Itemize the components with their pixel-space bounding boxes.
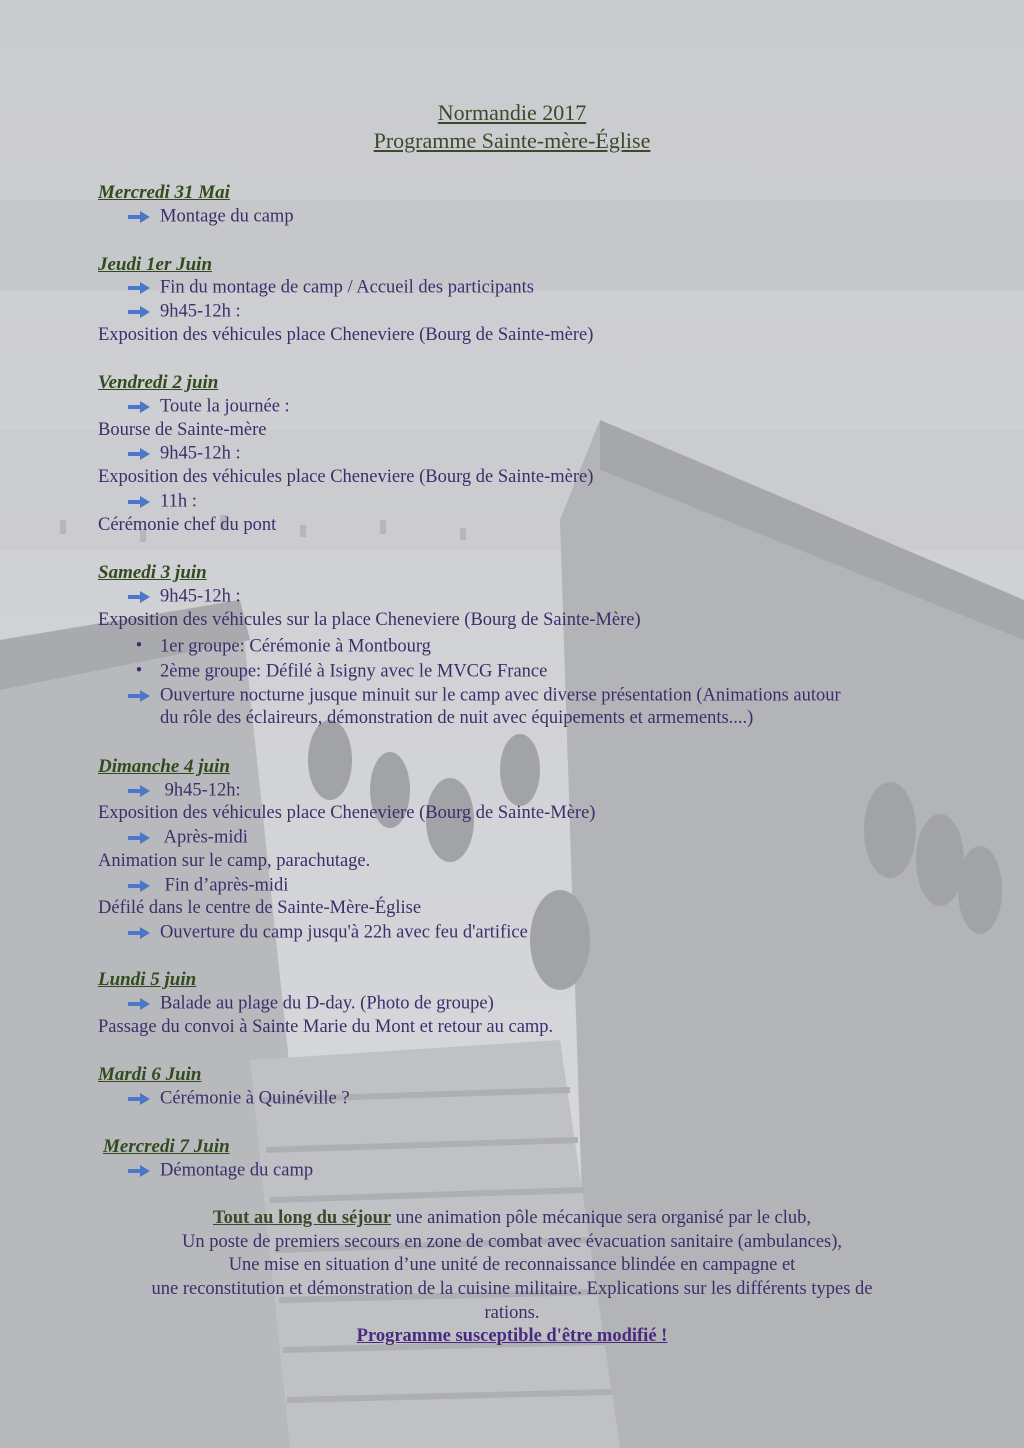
document-title: Normandie 2017 — [437, 100, 587, 125]
bullet-icon: • — [135, 661, 143, 681]
document-subtitle: Programme Sainte-mère-Église — [373, 128, 651, 153]
arrow-icon — [128, 785, 150, 797]
program-item: 9h45-12h: — [128, 780, 241, 801]
arrow-icon — [128, 306, 150, 318]
arrow-icon — [128, 880, 150, 892]
day-heading: Dimanche 4 juin — [98, 756, 230, 777]
day-heading: Mardi 6 Juin — [98, 1064, 202, 1085]
arrow-icon — [128, 448, 150, 460]
arrow-icon — [128, 401, 150, 413]
day-heading: Jeudi 1er Juin — [98, 254, 213, 275]
program-detail: Exposition des véhicules sur la place Cheneviere (Bourg de Sainte-Mère) — [98, 610, 641, 630]
arrow-icon — [128, 690, 150, 702]
program-item-continuation: du rôle des éclaireurs, démonstration de nuit avec équipements et armements....) — [160, 708, 754, 728]
program-detail: Exposition des véhicules place Cheneviere (Bourg de Sainte-mère) — [98, 325, 594, 345]
arrow-icon — [128, 211, 150, 223]
footer-line: Une mise en situation d’une unité de reconnaissance blindée en campagne et — [228, 1255, 796, 1275]
day-heading: Samedi 3 juin — [98, 562, 207, 583]
program-item: Cérémonie à Quinéville ? — [128, 1088, 350, 1109]
program-item: Montage du camp — [128, 206, 294, 227]
program-detail: Passage du convoi à Sainte Marie du Mont et retour au camp. — [98, 1017, 554, 1037]
arrow-icon — [128, 282, 150, 294]
program-detail: Défilé dans le centre de Sainte-Mère-Église — [98, 898, 422, 918]
day-heading: Lundi 5 juin — [98, 969, 197, 990]
program-item: 9h45-12h : — [128, 301, 241, 322]
program-detail: Animation sur le camp, parachutage. — [98, 851, 371, 871]
modification-note: Programme susceptible d'être modifié ! — [356, 1326, 668, 1346]
program-item: • 2ème groupe: Défilé à Isigny avec le MVCG France — [128, 661, 547, 682]
arrow-icon — [128, 1093, 150, 1105]
arrow-icon — [128, 496, 150, 508]
day-heading: Vendredi 2 juin — [98, 372, 219, 393]
program-item: Fin d’après-midi — [128, 875, 288, 896]
program-detail: Bourse de Sainte-mère — [98, 420, 267, 440]
day-heading: Mercredi 31 Mai — [98, 182, 230, 203]
footer-line: Tout au long du séjour une animation pôle mécanique sera organisé par le club, — [212, 1208, 812, 1228]
program-item: Toute la journée : — [128, 396, 290, 417]
arrow-icon — [128, 832, 150, 844]
program-item: Après-midi — [128, 827, 248, 848]
arrow-icon — [128, 1165, 150, 1177]
program-item: Balade au plage du D-day. (Photo de groupe) — [128, 993, 494, 1014]
program-item: 11h : — [128, 491, 197, 512]
footer-lead: Tout au long du séjour — [212, 1208, 392, 1228]
arrow-icon — [128, 591, 150, 603]
day-heading: Mercredi 7 Juin — [103, 1136, 230, 1157]
program-item: Démontage du camp — [128, 1160, 313, 1181]
program-item: Ouverture du camp jusqu'à 22h avec feu d'artifice — [128, 922, 528, 943]
program-item: Fin du montage de camp / Accueil des participants — [128, 277, 534, 298]
footer-line: Un poste de premiers secours en zone de combat avec évacuation sanitaire (ambulances), — [181, 1232, 843, 1252]
program-item: 9h45-12h : — [128, 586, 241, 607]
program-detail: Exposition des véhicules place Cheneviere (Bourg de Sainte-mère) — [98, 467, 594, 487]
program-item: 9h45-12h : — [128, 443, 241, 464]
program-detail: Exposition des véhicules place Cheneviere (Bourg de Sainte-Mère) — [98, 803, 596, 823]
footer-line: une reconstitution et démonstration de la cuisine militaire. Explications sur les différents types de — [151, 1279, 873, 1299]
program-detail: Cérémonie chef du pont — [98, 515, 277, 535]
arrow-icon — [128, 998, 150, 1010]
program-item: Ouverture nocturne jusque minuit sur le camp avec diverse présentation (Animations autour — [128, 685, 841, 706]
arrow-icon — [128, 927, 150, 939]
footer-line: rations. — [484, 1303, 540, 1323]
bullet-icon: • — [135, 636, 143, 656]
program-item: • 1er groupe: Cérémonie à Montbourg — [128, 636, 431, 657]
